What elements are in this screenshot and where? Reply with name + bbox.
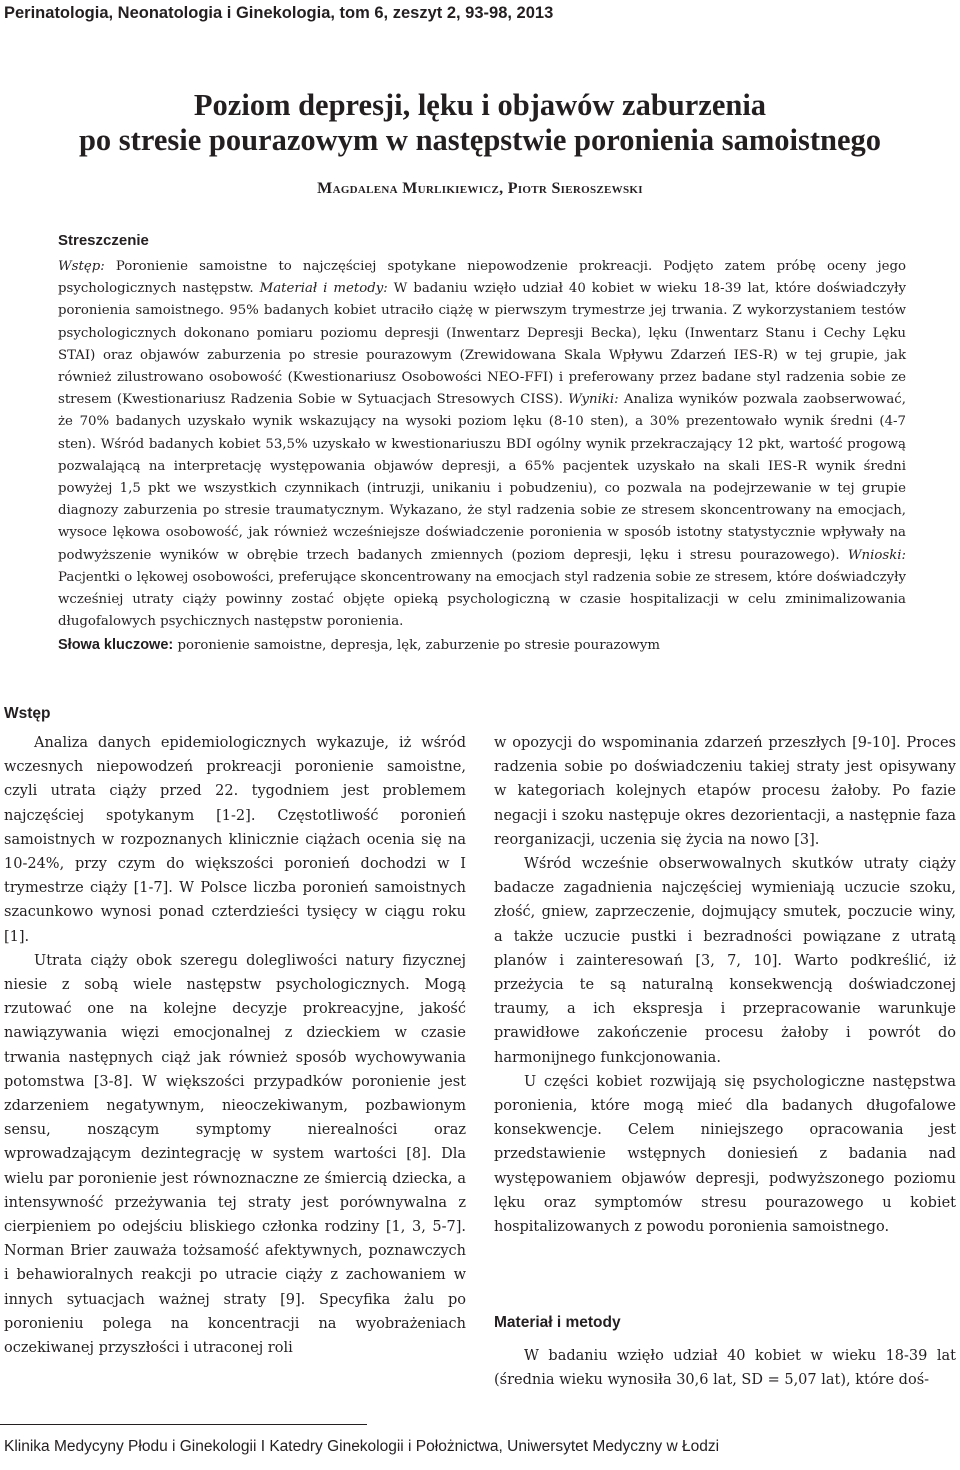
abstract-methods-label: Materiał i metody: — [259, 281, 388, 297]
affiliation-footer: Klinika Medycyny Płodu i Ginekologii I Katedry Ginekologii i Położnictwa, Uniwersytet Medyczny w Łodzi — [4, 1438, 720, 1455]
left-paragraph-1: Analiza danych epidemiologicznych wykazuje, iż wśród wczesnych niepowodzeń prokreacji poronienie samoistne, czyli utrata ciąży przed 22. tygodniem jest problemem najczęściej spotykanym [1-2]. Częstotliwość poronień samoistnych w rozpoznanych klinicznie ciążach ocenia się na 10-24%, przy czym do większości poronień dochodzi w I trymestrze ciąży [1-7]. W Polsce liczba poronień samoistnych szacunkowo wynosi ponad czterdzieści tysięcy w ciągu roku [1]. — [4, 735, 466, 945]
running-head: Perinatologia, Neonatologia i Ginekologia, tom 6, zeszyt 2, 93-98, 2013 — [4, 4, 554, 22]
abstract — [58, 256, 906, 633]
keywords-text: poronienie samoistne, depresja, lęk, zaburzenie po stresie pourazowym — [173, 638, 661, 653]
right-paragraph-3: U części kobiet rozwijają się psychologiczne następstwa poronienia, które mogą mieć dla badanych długofalowe konsekwencje. Celem niniejszego opracowania jest przedstawienie wstępnych doniesień z badania nad występowaniem objawów depresji, podwyższonego poziomu lęku oraz symptomów stresu pourazowego u kobiet hospitalizowanych z powodu poronienia samoistnego. — [494, 1073, 956, 1236]
authors: Magdalena Murlikiewicz, Piotr Sieroszewski — [317, 180, 643, 197]
keywords — [58, 637, 660, 653]
footnote-rule — [0, 1424, 367, 1425]
methods-column — [494, 1344, 956, 1392]
abstract-intro-label: Wstęp: — [58, 259, 105, 274]
title-line-1: Poziom depresji, lęku i objawów zaburzenia — [193, 88, 767, 122]
right-paragraph-1: w opozycji do wspominania zdarzeń przeszłych [9-10]. Proces radzenia sobie po doświadczeniu takiej straty jest opisywany w kategoriach kolejnych etapów procesu żałoby. Po fazie negacji i szoku następuje okres dezorientacji, a następnie faza reorganizacji, uczenia się życia na nowo [3]. — [494, 735, 956, 848]
abstract-methods: W badaniu wzięło udział 40 kobiet w wieku 18-39 lat, które doświadczyły poronienia samoistnego. 95% badanych kobiet utraciło ciążę w pierwszym trymestrze jej trwania. Z wykorzystaniem testów psychologicznych dokonano pomiaru poziomu depresji (Inwentarz Depresji Becka), lęku (Inwentarz Stanu i Cechy Lęku STAI) oraz objawów zaburzenia po stresie pourazowym (Zrewidowana Skala Wpływu Zdarzeń IES-R) w tej grupie, jak również zilustrowano osobowość (Kwestionariusz Osobowości NEO-FFI) i preferowany przez badane styl radzenia sobie ze stresem (Kwestionariusz Radzenia Sobie w Sytuacjach Stresowych CISS). — [58, 281, 906, 408]
methods-paragraph-1: W badaniu wzięło udział 40 kobiet w wieku 18-39 lat (średnia wieku wynosiła 30,6 lat, SD = 5,07 lat), które doś- — [494, 1348, 956, 1389]
section-heading-methods: Materiał i metody — [494, 1314, 621, 1331]
right-column — [494, 731, 956, 1239]
article-title — [0, 88, 960, 158]
right-paragraph-2: Wśród wcześnie obserwowalnych skutków utraty ciąży badacze zagadnienia najczęściej wymieniają uczucie szoku, złość, gniew, zaprzeczenie, dojmujący smutek, poczucie winy, a także uczucie pustki i bezradności powiązane z utratą planów i zainteresowań [3, 7, 10]. Warto podkreślić, iż przeżycia te są naturalną konsekwencją doświadczonej traumy, a ich ekspresja i przepracowanie warunkuje prawidłowe zakończenie procesu żałoby i powrót do harmonijnego funkcjonowania. — [494, 856, 956, 1066]
abstract-results: Analiza wyników pozwala zaobserwować, że 70% badanych uzyskało wynik wskazujący na wysoki poziom lęku (8-10 sten), a 30% prezentowało wynik średni (4-7 sten). Wśród badanych kobiet 53,5% uzyskało w kwestionariuszu BDI ogólny wynik przekraczający 12 pkt, wartość progową pozwalającą na interpretację występowania objawów depresji, a 65% pacjentek uzyskało na skali IES-R wynik średni powyżej 1,5 pkt we wszystkich czynnikach (intruzji, unikaniu i pobudzeniu), co pozwala na podejrzewanie w tej grupie diagnozy zaburzenia po stresie traumatycznym. Wykazano, że styl radzenia sobie ze stresem skoncentrowany na emocjach, wysoce lękowa osobowość, jak również wcześniejsze doświadczenie poronienia w sposób istotny statystycznie wpływały na podwyższenie wyników w obrębie trzech badanych zmiennych (poziom depresji, lęku i stresu pourazowego). — [58, 392, 906, 563]
title-line-2: po stresie pourazowym w następstwie poronienia samoistnego — [78, 123, 882, 157]
abstract-heading: Streszczenie — [58, 232, 149, 249]
section-heading-intro: Wstęp — [4, 705, 51, 722]
left-paragraph-2: Utrata ciąży obok szeregu dolegliwości natury fizycznej niesie z sobą wiele następstw psychologicznych. Mogą rzutować one na kolejne decyzje prokreacyjne, jakość nawiązywania więzi emocjonalnej z dzieckiem w czasie trwania następnych ciąż jak również sposób wychowywania potomstwa [3-8]. W większości przypadków poronienie jest zdarzeniem negatywnym, nieoczekiwanym, pozbawionym sensu, noszącym symptomy nierealności oraz wprowadzającym dezintegrację w system wartości [8]. Dla wielu par poronienie jest równoznaczne ze śmiercią dziecka, a intensywność przeżywania tej straty jest porównywalna z cierpieniem po odejściu bliskiego członka rodziny [1, 3, 5-7]. Norman Brier zauważa tożsamość afektywnych, poznawczych i behawioralnych reakcji po utracie ciąży z zachowaniem w innych sytuacjach ważnej straty [9]. Specyfika żalu po poronieniu polega na koncentracji na wyobrażeniach oczekiwanej przyszłości i utraconej roli — [4, 952, 466, 1357]
abstract-results-label: Wyniki: — [568, 392, 619, 408]
abstract-conclusions-label: Wnioski: — [847, 547, 906, 563]
keywords-label: Słowa kluczowe: — [58, 637, 174, 653]
abstract-intro: Poronienie samoistne to najczęściej spotykane niepowodzenie prokreacji. Podjęto zatem próbę oceny jego psychologicznych następstw. — [58, 259, 906, 297]
abstract-conclusions: Pacjentki o lękowej osobowości, preferujące skoncentrowany na emocjach styl radzenia sobie ze stresem, które doświadczyły wcześniej utraty ciąży powinny zostać objęte opieką psychologiczną w czasie hospitalizacji w celu zminimalizowania długofalowych psychicznych następstw poronienia. — [58, 569, 906, 630]
left-column — [4, 731, 466, 1360]
